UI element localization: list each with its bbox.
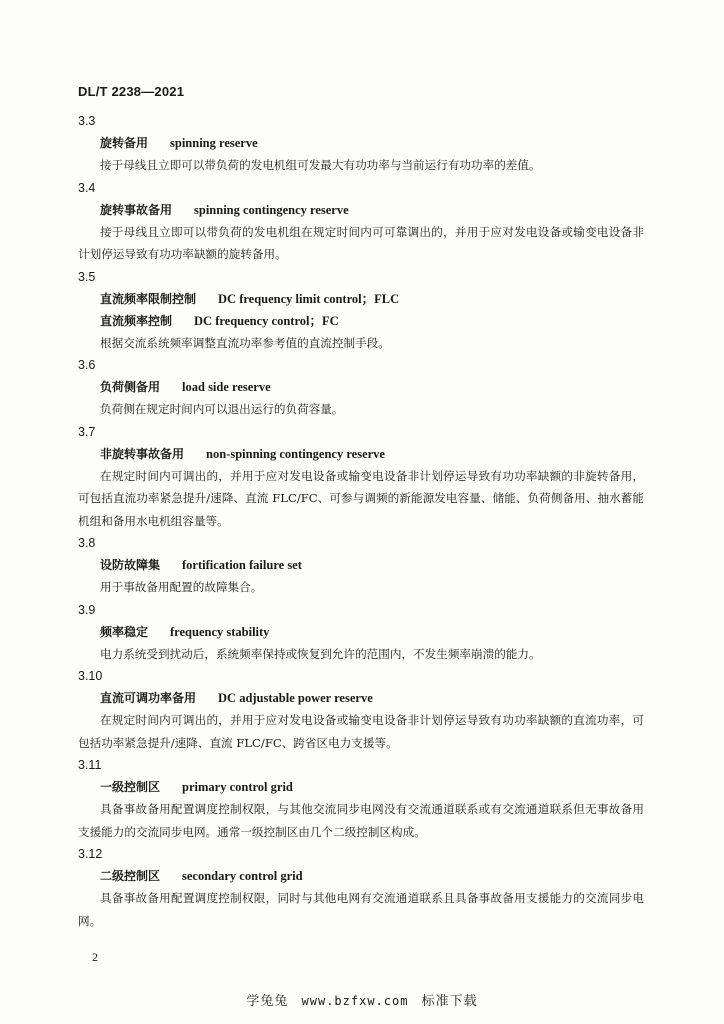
term-heading [100, 776, 724, 798]
term-english: load side reserve [182, 380, 271, 394]
term-entry-3-11 [0, 754, 724, 843]
term-definition: 在规定时间内可调出的，并用于应对发电设备或输变电设备非计划停运导致有功功率缺额的直流功率，可包括功率紧急提升/速降、直流 FLC/FC、跨省区电力支援等。 [78, 713, 644, 750]
term-heading [100, 376, 724, 398]
clause-number: 3.12 [78, 847, 103, 861]
term-chinese: 非旋转事故备用 [100, 446, 185, 461]
term-definition: 用于事故备用配置的故障集合。 [100, 580, 263, 594]
term-definition: 电力系统受到扰动后，系统频率保持或恢复到允许的范围内，不发生频率崩溃的能力。 [100, 646, 541, 661]
term-definition: 负荷侧在规定时间内可以退出运行的负荷容量。 [100, 402, 344, 416]
term-entry-3-9 [0, 599, 724, 666]
term-heading [100, 865, 724, 887]
term-english: spinning reserve [170, 136, 258, 150]
footer-watermark [0, 990, 724, 1009]
term-english: secondary control grid [182, 869, 303, 883]
standard-code: DL/T 2238—2021 [78, 84, 185, 99]
footer-tagline: 标准下载 [421, 994, 478, 1009]
term-english: non-spinning contingency reserve [206, 446, 385, 461]
term-chinese: 旋转备用 [100, 136, 149, 150]
term-english: frequency stability [170, 624, 270, 639]
term-heading [100, 554, 724, 576]
clause-number: 3.6 [78, 358, 96, 372]
term-english: fortification failure set [182, 558, 302, 572]
term-heading [100, 132, 724, 154]
term-english: DC frequency control；FC [194, 313, 339, 328]
clause-number: 3.4 [78, 180, 96, 195]
term-heading [100, 288, 724, 310]
clause-number: 3.10 [78, 669, 103, 683]
term-heading [100, 443, 724, 465]
term-entry-3-5 [0, 266, 724, 355]
clause-number: 3.9 [78, 602, 96, 617]
footer-url[interactable]: www.bzfxw.com [301, 994, 409, 1008]
footer-site-name: 学兔兔 [246, 994, 289, 1009]
page-number: 2 [92, 950, 98, 964]
term-entry-3-8 [0, 532, 724, 599]
term-entry-3-6 [0, 354, 724, 421]
term-definition: 接于母线且立即可以带负荷的发电机组在规定时间内可可靠调出的，并用于应对发电设备或输变电设备非计划停运导致有功功率缺额的旋转备用。 [78, 224, 644, 261]
term-definition: 在规定时间内可调出的，并用于应对发电设备或输变电设备非计划停运导致有功功率缺额的非旋转备用，可包括直流功率紧急提升/速降、直流 FLC/FC、可参与调频的新能源发电容量、储能、负荷侧备用、抽水蓄能机组和备用水电机组容量等。 [78, 468, 644, 528]
term-entry-3-7 [0, 421, 724, 533]
term-chinese: 一级控制区 [100, 780, 161, 794]
term-english: primary control grid [182, 780, 293, 794]
clause-number: 3.7 [78, 424, 96, 439]
term-definition: 具备事故备用配置调度控制权限，同时与其他电网有交流通道联系且具备事故备用支援能力的交流同步电网。 [78, 891, 644, 928]
term-chinese: 直流可调功率备用 [100, 691, 197, 705]
term-chinese: 设防故障集 [100, 558, 161, 572]
document-body [0, 110, 724, 932]
term-english: DC adjustable power reserve [218, 691, 373, 705]
term-english: spinning contingency reserve [194, 202, 349, 217]
clause-number: 3.8 [78, 536, 96, 550]
term-heading [100, 687, 724, 709]
term-heading [100, 199, 724, 221]
term-entry-3-10 [0, 665, 724, 754]
clause-number: 3.11 [78, 758, 102, 772]
term-entry-3-12 [0, 843, 724, 932]
clause-number: 3.5 [78, 269, 96, 284]
term-chinese: 频率稳定 [100, 624, 149, 639]
term-chinese: 负荷侧备用 [100, 380, 161, 394]
term-entry-3-4 [0, 177, 724, 266]
clause-number: 3.3 [78, 114, 96, 128]
term-chinese: 直流频率控制 [100, 313, 173, 328]
term-english: DC frequency limit control；FLC [218, 291, 400, 306]
term-definition: 接于母线且立即可以带负荷的发电机组可发最大有功功率与当前运行有功功率的差值。 [100, 158, 541, 172]
term-chinese: 二级控制区 [100, 869, 161, 883]
term-heading-synonym [100, 310, 724, 332]
term-chinese: 直流频率限制控制 [100, 291, 197, 306]
term-definition: 具备事故备用配置调度控制权限，与其他交流同步电网没有交流通道联系或有交流通道联系但无事故备用支援能力的交流同步电网。通常一级控制区由几个二级控制区构成。 [78, 802, 644, 839]
term-definition: 根据交流系统频率调整直流功率参考值的直流控制手段。 [100, 335, 390, 350]
term-heading [100, 621, 724, 643]
term-chinese: 旋转事故备用 [100, 202, 173, 217]
term-entry-3-3 [0, 110, 724, 177]
